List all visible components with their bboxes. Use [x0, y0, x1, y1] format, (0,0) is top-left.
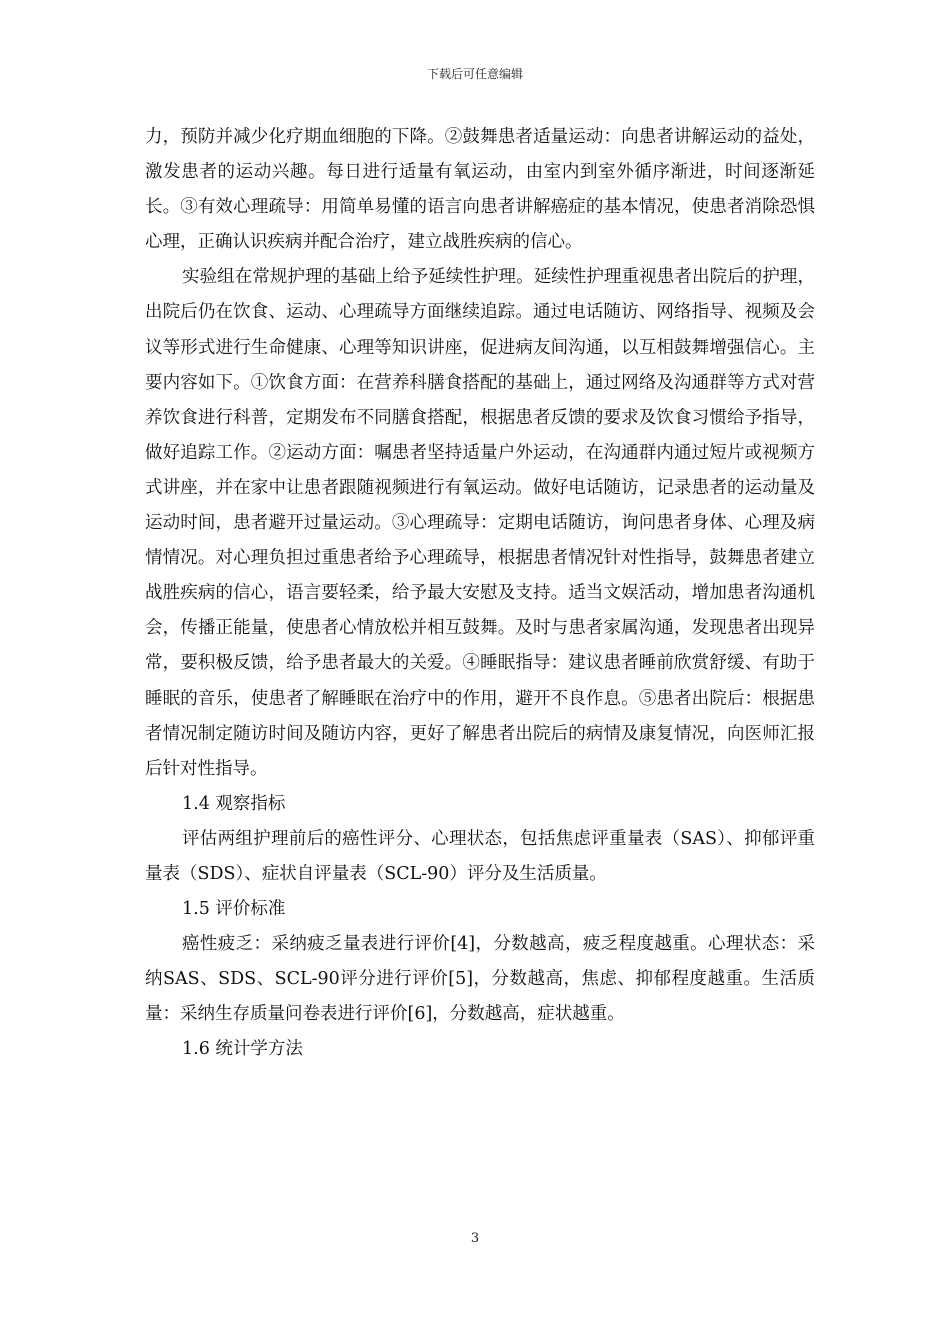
paragraph-control-care-continued: 力，预防并减少化疗期血细胞的下降。②鼓舞患者适量运动：向患者讲解运动的益处，激发患者的运动兴趣。每日进行适量有氧运动，由室内到室外循序渐进，时间逐渐延长。③有效心理疏导：用简单易懂的语言向患者讲解癌症的基本情况，使患者消除恐惧心理，正确认识疾病并配合治疗，建立战胜疾病的信心。 [145, 127, 815, 253]
page-number: 3 [470, 1231, 480, 1246]
paragraph-observation-indicators: 评估两组护理前后的癌性评分、心理状态，包括焦虑评重量表（SAS）、抑郁评重量表（SDS）、症状自评量表（SCL-90）评分及生活质量。 [145, 828, 815, 884]
paragraph-extended-care: 实验组在常规护理的基础上给予延续性护理。延续性护理重视患者出院后的护理，出院后仍在饮食、运动、心理疏导方面继续追踪。通过电话随访、网络指导、视频及会议等形式进行生命健康、心理等知识讲座，促进病友间沟通，以互相鼓舞增强信心。主要内容如下。①饮食方面：在营养科膳食搭配的基础上，通过网络及沟通群等方式对营养饮食进行科普，定期发布不同膳食搭配，根据患者反馈的要求及饮食习惯给予指导，做好追踪工作。②运动方面：嘱患者坚持适量户外运动，在沟通群内通过短片或视频方式讲座，并在家中让患者跟随视频进行有氧运动。做好电话随访，记录患者的运动量及运动时间，患者避开过量运动。③心理疏导：定期电话随访，询问患者身体、心理及病情情况。对心理负担过重患者给予心理疏导，根据患者情况针对性指导，鼓舞患者建立战胜疾病的信心，语言要轻柔，给予最大安慰及支持。适当文娱活动，增加患者沟通机会，传播正能量，使患者心情放松并相互鼓舞。及时与患者家属沟通，发现患者出现异常，要积极反馈，给予患者最大的关爱。④睡眠指导：建议患者睡前欣赏舒缓、有助于睡眠的音乐，使患者了解睡眠在治疗中的作用，避开不良作息。⑤患者出院后：根据患者情况制定随访时间及随访内容，更好了解患者出院后的病情及康复情况，向医师汇报后针对性指导。 [145, 267, 815, 779]
paragraph-evaluation-criteria: 癌性疲乏：采纳疲乏量表进行评价[4]，分数越高，疲乏程度越重。心理状态：采纳SAS、SDS、SCL-90评分进行评价[5]，分数越高，焦虑、抑郁程度越重。生活质量：采纳生存质量问卷表进行评价[6]，分数越高，症状越重。 [145, 934, 815, 1025]
section-heading-1-4: 1.4 观察指标 [182, 793, 286, 814]
section-heading-1-6: 1.6 统计学方法 [182, 1039, 303, 1060]
document-body [145, 120, 815, 1068]
page-header: 下载后可任意编辑 [426, 67, 523, 81]
section-heading-1-5: 1.5 评价标准 [182, 899, 286, 920]
